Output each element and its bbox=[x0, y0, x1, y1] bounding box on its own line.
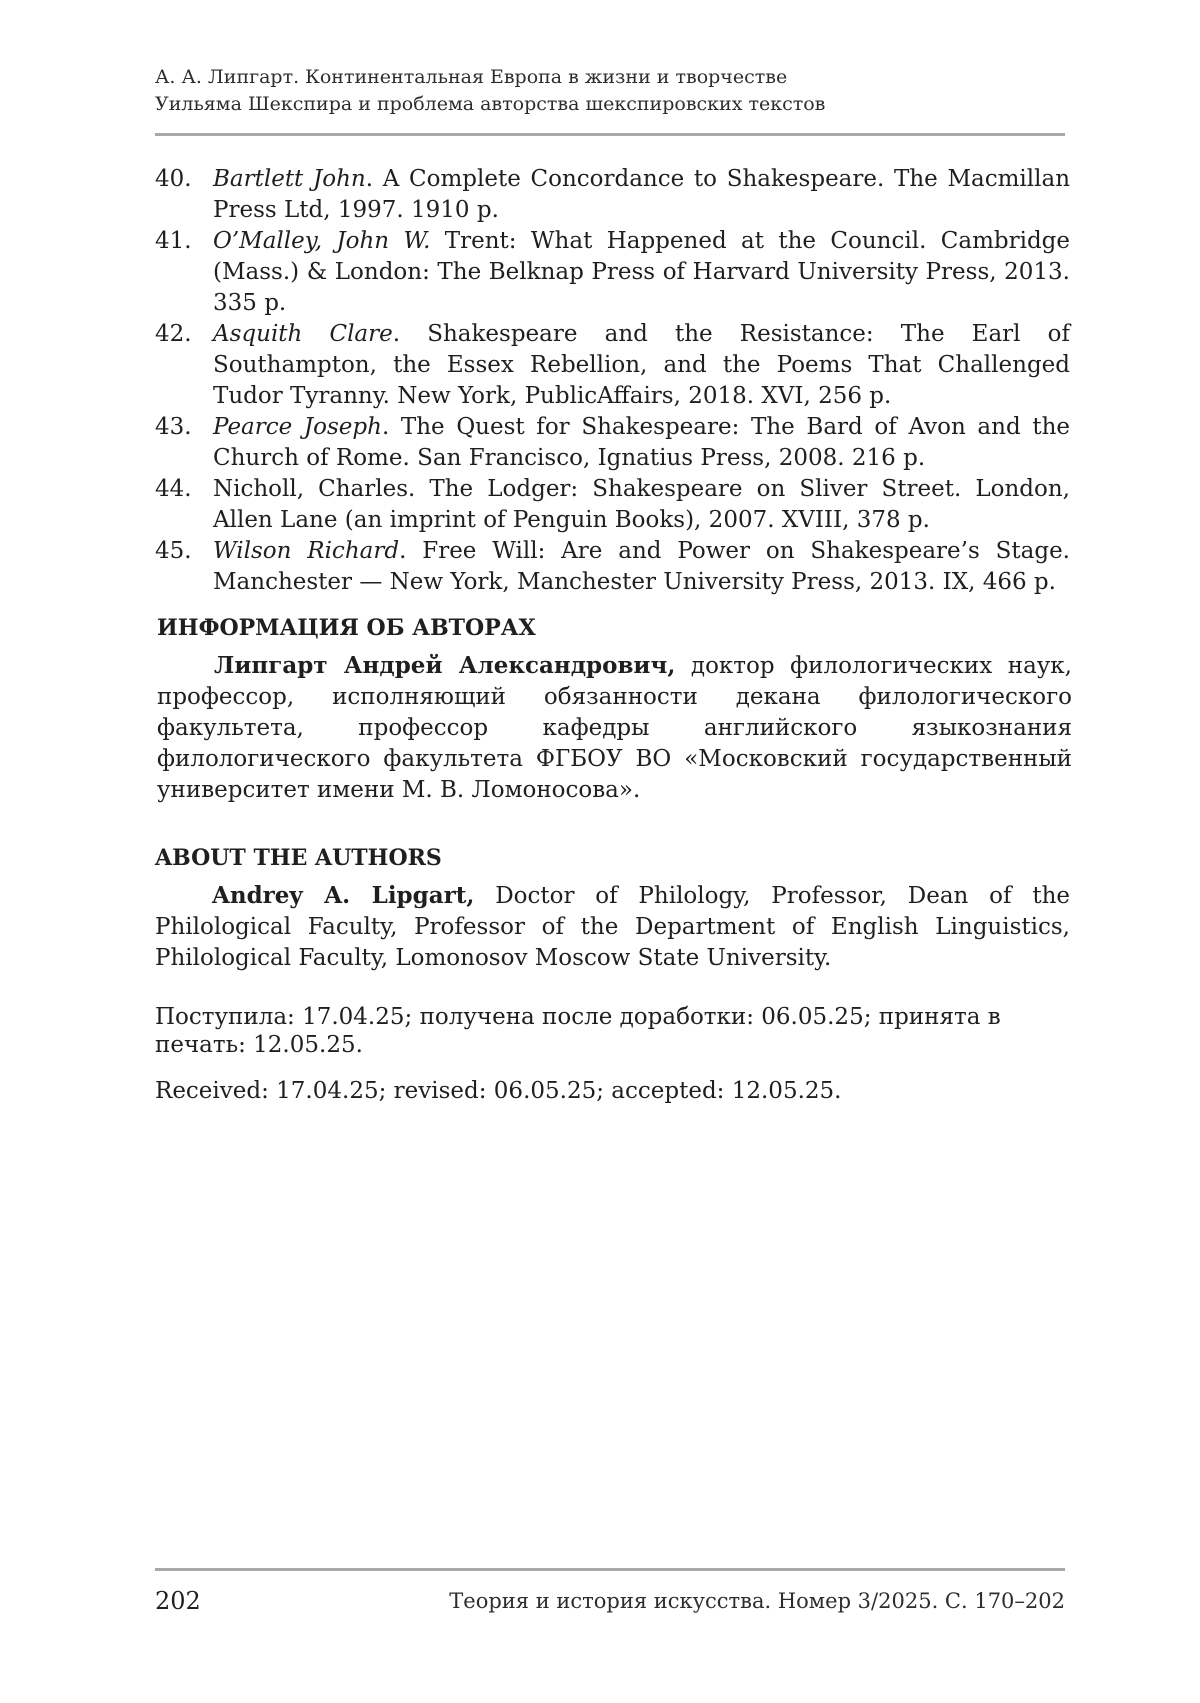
reference-item bbox=[155, 164, 1070, 226]
page-number: 202 bbox=[155, 1587, 201, 1615]
reference-author: Pearce Joseph bbox=[213, 414, 382, 440]
reference-separator bbox=[430, 228, 444, 254]
submission-dates-en: Received: 17.04.25; revised: 06.05.25; accepted: 12.05.25. bbox=[155, 1078, 842, 1104]
journal-citation: Теория и история искусства. Номер 3/2025. С. 170–202 bbox=[449, 1589, 1065, 1613]
reference-item bbox=[155, 319, 1070, 412]
reference-text: Free Will: Are and Power on Shakespeare’s Stage. Manchester — New York, Manchester University Press, 2013. IX, 466 p. bbox=[213, 538, 1070, 595]
reference-text: Nicholl, Charles. The Lodger: Shakespeare on Sliver Street. London, Allen Lane (an imprint of Penguin Books), 2007. XVIII, 378 p. bbox=[213, 476, 1070, 533]
reference-text: The Quest for Shakespeare: The Bard of Avon and the Church of Rome. San Francisco, Ignatius Press, 2008. 216 p. bbox=[213, 414, 1070, 471]
reference-text: A Complete Concordance to Shakespeare. The Macmillan Press Ltd, 1997. 1910 p. bbox=[213, 166, 1071, 223]
reference-list bbox=[155, 164, 1070, 598]
submission-dates-ru: Поступила: 17.04.25; получена после доработки: 06.05.25; принята в печать: 12.05.25. bbox=[155, 1004, 1001, 1058]
author-name-ru: Липгарт Андрей Александрович, bbox=[214, 652, 676, 679]
reference-number: 41. bbox=[155, 228, 192, 254]
reference-item bbox=[155, 226, 1070, 319]
submission-dates bbox=[155, 1003, 1070, 1105]
reference-number: 42. bbox=[155, 321, 192, 347]
reference-item bbox=[155, 412, 1070, 474]
author-name-en: Andrey A. Lipgart, bbox=[212, 882, 475, 909]
reference-author: Wilson Richard bbox=[213, 538, 400, 564]
author-bio-ru bbox=[157, 650, 1072, 806]
reference-text: Shakespeare and the Resistance: The Earl of Southampton, the Essex Rebellion, and the Poems That Challenged Tudor Tyranny. New York, PublicAffairs, 2018. XVI, 256 p. bbox=[213, 321, 1071, 409]
reference-separator: . bbox=[399, 538, 423, 564]
header-divider bbox=[155, 133, 1065, 136]
reference-number: 40. bbox=[155, 166, 192, 192]
reference-item bbox=[155, 536, 1070, 598]
footer-divider bbox=[155, 1568, 1065, 1571]
reference-author: Asquith Clare bbox=[213, 321, 393, 347]
author-description-ru: доктор филологических наук, профессор, исполняющий обязанности декана филологического факультета, профессор кафедры английского языкознания филологического факультета ФГБОУ ВО «Московский государственный университет имени М. В. Ломоносова». bbox=[157, 653, 1072, 803]
reference-number: 43. bbox=[155, 414, 192, 440]
reference-author: O’Malley, John W. bbox=[213, 228, 431, 254]
author-info-en bbox=[155, 842, 1070, 974]
author-bio-en bbox=[155, 880, 1070, 974]
author-info-en-title: ABOUT THE AUTHORS bbox=[155, 845, 442, 871]
author-info-ru bbox=[157, 612, 1072, 806]
running-header-line-1: А. А. Липгарт. Континентальная Европа в жизни и творчестве bbox=[155, 66, 788, 88]
running-header-line-2: Уильяма Шекспира и проблема авторства шекспировских текстов bbox=[155, 93, 826, 115]
reference-text: Trent: What Happened at the Council. Cambridge (Mass.) & London: The Belknap Press of Harvard University Press, 2013. 335 p. bbox=[213, 228, 1071, 316]
reference-author: Bartlett John bbox=[213, 166, 366, 192]
reference-number: 44. bbox=[155, 476, 192, 502]
reference-separator: . bbox=[365, 166, 383, 192]
reference-separator: . bbox=[381, 414, 401, 440]
reference-separator: . bbox=[392, 321, 428, 347]
running-header bbox=[155, 64, 1065, 118]
author-info-ru-title: ИНФОРМАЦИЯ ОБ АВТОРАХ bbox=[157, 615, 536, 641]
reference-number: 45. bbox=[155, 538, 192, 564]
reference-item bbox=[155, 474, 1070, 536]
author-description-en: Doctor of Philology, Professor, Dean of the Philological Faculty, Professor of the Department of English Linguistics, Philological Faculty, Lomonosov Moscow State University. bbox=[155, 883, 1071, 971]
